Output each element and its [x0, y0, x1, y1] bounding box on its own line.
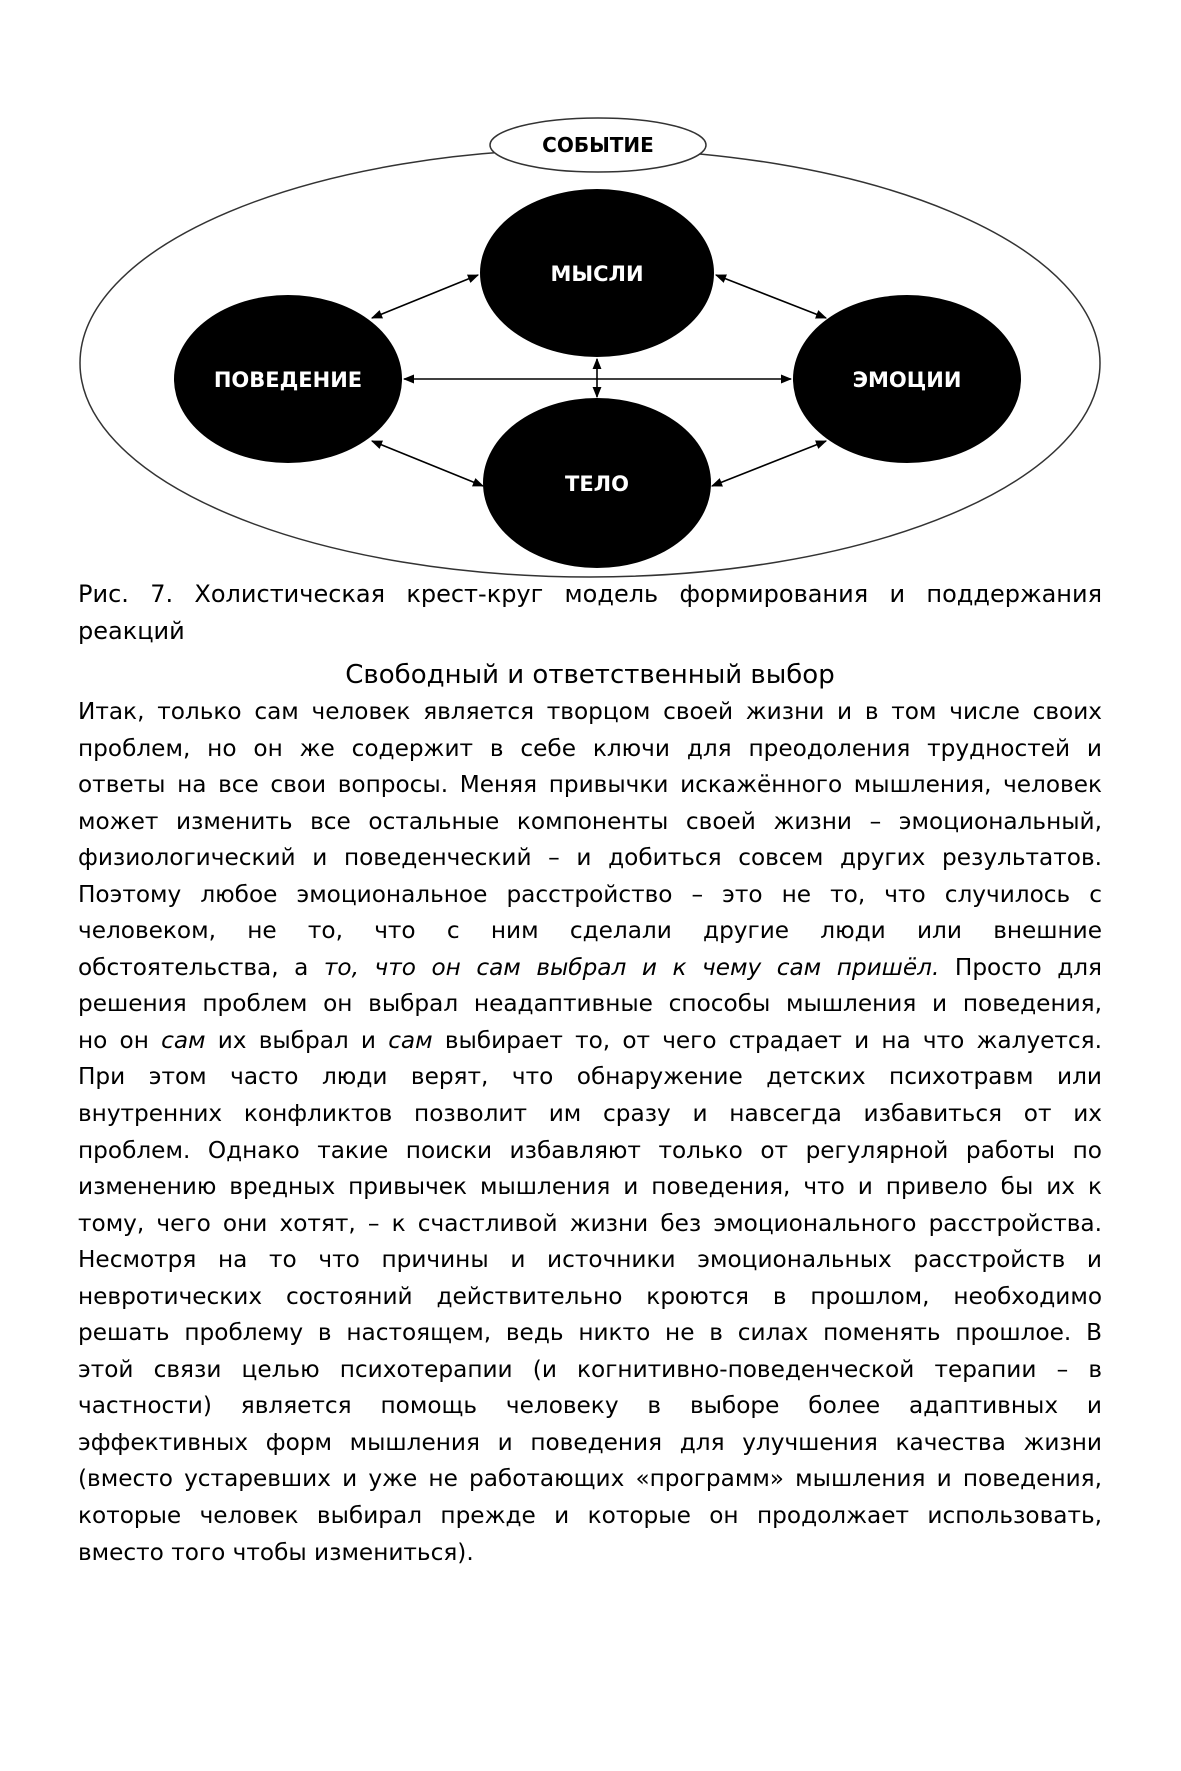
- emphasis-text: сам: [161, 1026, 206, 1054]
- node-body-label: ТЕЛО: [565, 472, 629, 496]
- text-line: [78, 1059, 1102, 1096]
- text-run: человеком, не то, что с ним сделали другие люди или внешние: [78, 917, 1102, 945]
- text-line: [78, 1535, 1102, 1572]
- text-run: (вместо устаревших и уже не работающих «программ» мышления и поведения,: [78, 1465, 1102, 1493]
- arrow-body-emotions: [712, 441, 826, 486]
- text-line: [78, 913, 1102, 950]
- emphasis-text: то, что он сам выбрал и к чему сам пришёл.: [323, 953, 940, 981]
- text-run: обстоятельства, а: [78, 953, 324, 981]
- text-line: [78, 1023, 1102, 1060]
- text-line: [78, 1352, 1102, 1389]
- text-line: [78, 1425, 1102, 1462]
- arrow-behavior-body: [372, 441, 483, 486]
- text-line: [78, 950, 1102, 987]
- text-run: но он: [78, 1026, 162, 1054]
- text-run: эффективных форм мышления и поведения для улучшения качества жизни: [78, 1428, 1102, 1456]
- text-line: [78, 694, 1102, 731]
- text-line: [78, 1279, 1102, 1316]
- node-behavior: [174, 295, 402, 463]
- text-run: Несмотря на то что причины и источники эмоциональных расстройств и: [78, 1246, 1102, 1274]
- node-thoughts: [480, 189, 714, 357]
- emphasis-text: сам: [388, 1026, 433, 1054]
- arrow-thoughts-behavior: [372, 275, 478, 318]
- text-run: Итак, только сам человек является творцом своей жизни и в том числе своих: [78, 698, 1102, 725]
- text-line: [78, 1498, 1102, 1535]
- figure-caption: [78, 576, 1102, 650]
- text-line: [78, 1461, 1102, 1498]
- text-run: этой связи целью психотерапии (и когнитивно-поведенческой терапии – в: [78, 1355, 1102, 1383]
- event-node: [490, 118, 706, 172]
- text-run: решать проблему в настоящем, ведь никто не в силах поменять прошлое. В: [78, 1319, 1102, 1347]
- text-line: [78, 731, 1102, 768]
- text-run: невротических состояний действительно кроются в прошлом, необходимо: [78, 1282, 1102, 1310]
- text-line: [78, 1133, 1102, 1170]
- text-run: которые человек выбирал прежде и которые он продолжает использовать,: [78, 1502, 1102, 1530]
- node-emotions: [793, 295, 1021, 463]
- text-run: выбирает то, от чего страдает и на что жалуется.: [432, 1026, 1103, 1054]
- text-run: проблем. Однако такие поиски избавляют только от регулярной работы по: [78, 1136, 1102, 1164]
- text-run: изменению вредных привычек мышления и поведения, что и привело бы их к: [78, 1173, 1102, 1201]
- text-run: внутренних конфликтов позволит им сразу и навсегда избавиться от их: [78, 1100, 1102, 1128]
- text-run: ответы на все свои вопросы. Меняя привычки искажённого мышления, человек: [78, 771, 1102, 799]
- text-line: [78, 804, 1102, 841]
- text-line: [78, 1242, 1102, 1279]
- text-run: проблем, но он же содержит в себе ключи для преодоления трудностей и: [78, 734, 1102, 762]
- caption-line: реакций: [78, 617, 185, 645]
- text-line: [78, 1096, 1102, 1133]
- node-body: [483, 398, 711, 568]
- text-line: [78, 986, 1102, 1023]
- text-run: тому, чего они хотят, – к счастливой жизни без эмоционального расстройства.: [78, 1209, 1102, 1237]
- text-line: [78, 877, 1102, 914]
- node-behavior-label: ПОВЕДЕНИЕ: [213, 368, 363, 392]
- body-paragraph: [78, 694, 1102, 1571]
- text-line: [78, 1315, 1102, 1352]
- text-run: их выбрал и: [205, 1026, 389, 1054]
- text-run: Поэтому любое эмоциональное расстройство – это не то, что случилось с: [78, 880, 1102, 908]
- text-run: физиологический и поведенческий – и добиться совсем других результатов.: [78, 844, 1102, 872]
- text-line: [78, 1388, 1102, 1425]
- caption-line: Рис. 7. Холистическая крест-круг модель формирования и поддержания: [78, 580, 1102, 608]
- text-line: [78, 1169, 1102, 1206]
- section-heading: Свободный и ответственный выбор: [345, 660, 835, 690]
- arrow-thoughts-emotions: [716, 275, 826, 318]
- node-emotions-label: ЭМОЦИИ: [852, 368, 962, 392]
- text-run: решения проблем он выбрал неадаптивные способы мышления и поведения,: [78, 990, 1102, 1018]
- text-line: [78, 767, 1102, 804]
- holistic-cross-circle-diagram: [0, 0, 1181, 600]
- node-thoughts-label: МЫСЛИ: [550, 262, 644, 286]
- text-run: Просто для: [939, 953, 1102, 981]
- event-label: СОБЫТИЕ: [542, 133, 654, 157]
- text-run: может изменить все остальные компоненты своей жизни – эмоциональный,: [78, 807, 1102, 835]
- text-line: [78, 1206, 1102, 1243]
- text-run: При этом часто люди верят, что обнаружение детских психотравм или: [78, 1063, 1102, 1091]
- text-run: частности) является помощь человеку в выборе более адаптивных и: [78, 1392, 1102, 1420]
- text-line: [78, 840, 1102, 877]
- text-run: вместо того чтобы измениться).: [78, 1538, 474, 1566]
